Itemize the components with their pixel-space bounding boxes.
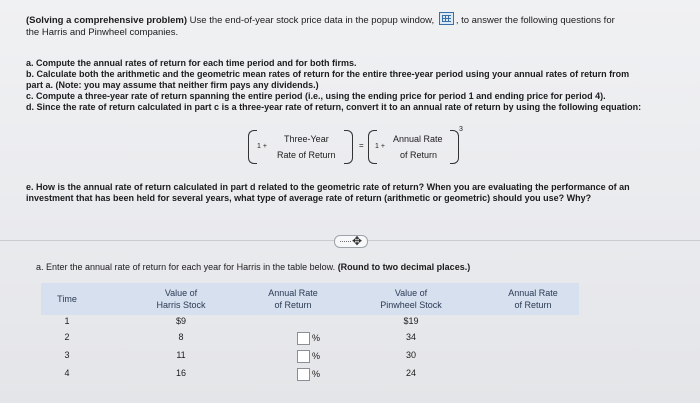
percent-sign: % [312,351,321,361]
right-paren-1 [344,130,353,164]
table-header [41,283,579,315]
percent-sign: % [312,333,321,343]
question-d-bold: c [214,102,220,112]
header-harris-rate-line2: of Return [274,300,312,310]
problem-statement [26,12,676,39]
table-row [41,368,579,384]
instruction-text: a. Enter the annual rate of return for each year for Harris in the table below. [36,262,336,272]
cell-time: 3 [64,350,70,360]
question-d-prefix: d. Since the rate of return calculated in part [26,102,215,112]
question-a: a. Compute the annual rates of return for each time period and for both firms. [26,58,357,68]
formula-equals: = [359,141,364,150]
question-b-line2: part a. (Note: you may assume that neither firm pays any dividends.) [26,80,319,90]
table-row [41,350,579,366]
cell-pinwheel-value: 30 [405,350,416,360]
data-table-icon[interactable] [439,12,454,25]
header-harris-line2: Harris Stock [156,300,206,310]
annualization-formula [242,126,474,172]
question-b-line1: b. Calculate both the arithmetic and the geometric mean rates of return for the entire three-year period using your annual rates of return from [26,69,630,79]
formula-rate-of-return-left: Rate of Return [277,150,336,160]
header-harris-rate-line1: Annual Rate [268,288,318,298]
formula-three-year: Three-Year [284,134,329,144]
question-e [26,182,676,204]
harris-rate-input[interactable] [297,368,310,381]
cell-harris-value: $9 [175,316,186,326]
formula-one-plus-right: 1 + [375,143,385,150]
harris-rate-input[interactable] [297,332,310,345]
header-time: Time [57,294,77,304]
harris-rate-input[interactable] [297,350,310,363]
problem-label: (Solving a comprehensive problem) [26,15,188,26]
formula-one-plus-left: 1 + [257,143,267,150]
move-handle[interactable] [334,235,368,248]
question-c: c. Compute a three-year rate of return spanning the entire period (i.e., using the ending price for period 1 and ending price for period 4). [26,91,606,101]
handle-dots-icon: ······ [339,236,351,246]
part-a-instruction [36,262,470,272]
header-pinwheel-line2: Pinwheel Stock [380,300,442,310]
question-e-prefix: e. How is the annual rate of return calculated in part [26,182,251,192]
cell-pinwheel-value: 34 [405,332,416,342]
right-paren-2 [450,130,459,164]
header-pinwheel-line1: Value of [394,288,428,298]
question-e-line2: investment that has been held for several years, what type of average rate of return (arithmetic or geometric) should you use? Why? [26,193,592,203]
cell-time: 1 [64,316,70,326]
question-list [26,58,676,113]
cell-harris-value: 8 [178,332,184,342]
formula-exponent: 3 [459,126,463,133]
question-e-bold: d [250,182,256,192]
formula-annual-rate: Annual Rate [393,134,443,144]
percent-sign: % [312,369,321,379]
cell-time: 2 [64,332,70,342]
header-harris-line1: Value of [164,288,198,298]
cell-time: 4 [64,368,70,378]
cell-pinwheel-value: $19 [403,316,419,326]
header-pinwheel-rate-line2: of Return [514,300,552,310]
cell-pinwheel-value: 24 [405,368,416,378]
problem-text-line2: the Harris and Pinwheel companies. [26,27,179,38]
instruction-rounding: (Round to two decimal places.) [337,262,471,272]
formula-of-return: of Return [400,150,438,160]
problem-text-after: , to answer the following questions for [455,15,615,26]
header-pinwheel-rate-line1: Annual Rate [508,288,558,298]
left-paren-1 [248,130,257,164]
problem-text: Use the end-of-year stock price data in the popup window, [189,15,435,26]
table-row [41,316,579,332]
question-d [26,102,676,113]
question-d-suffix: is a three-year rate of return, convert it to an annual rate of return by using the following equation: [219,102,642,112]
table-row [41,332,579,348]
question-e-suffix: related to the geometric rate of return? When you are evaluating the performance of an [255,182,630,192]
move-cross-icon: ✥ [352,234,362,248]
cell-harris-value: 16 [175,368,186,378]
cell-harris-value: 11 [176,350,186,360]
